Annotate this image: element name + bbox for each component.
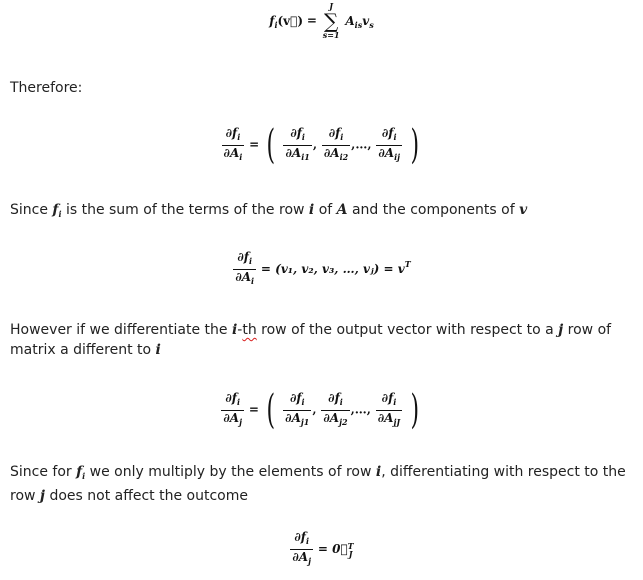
eq4-term-1: $\frac{\partial f_i}{\partial A_{j1}}$ bbox=[283, 391, 311, 430]
eq2-close-paren: ) bbox=[410, 122, 419, 168]
eq4-comma: , bbox=[312, 402, 317, 417]
eq3-rhs: = (v₁, v₂, v₃, …, vⱼ) = $v^T$ bbox=[260, 259, 411, 276]
eq4-close-paren: ) bbox=[410, 387, 420, 433]
eq2-comma: , bbox=[312, 137, 317, 152]
eq4-ellipsis: ,…, bbox=[350, 402, 371, 417]
equation-gradient-row-i bbox=[0, 122, 643, 168]
inline-math-fi: $f_i$ bbox=[52, 202, 62, 219]
text-therefore: Therefore: bbox=[10, 80, 83, 96]
eq2-term-2: $\frac{\partial f_i}{\partial A_{i2}}$ bbox=[322, 126, 350, 165]
eq4-term-2: $\frac{\partial f_i}{\partial A_{j2}}$ bbox=[321, 391, 349, 430]
equation-gradient-row-j bbox=[0, 387, 643, 433]
eq2-open-paren: ( bbox=[266, 122, 276, 168]
eq1-term: $A_{is}v_s$ bbox=[345, 13, 374, 30]
text-since-fi-sum: Since $f_i$ is the sum of the terms of the row i of A and the components of v bbox=[10, 202, 528, 219]
equation-zero-vector bbox=[0, 530, 643, 569]
spellcheck-word: th bbox=[242, 322, 257, 338]
eq1-lhs: $f_i(v⃗)$ bbox=[269, 13, 304, 30]
equation-gradient-vector bbox=[0, 250, 643, 289]
eq4-term-3: $\frac{\partial f_i}{\partial A_{jJ}}$ bbox=[376, 391, 402, 430]
eq5-lhs-fraction: $\frac{\partial f_i}{\partial A_j}$ bbox=[290, 530, 313, 569]
text-however-differentiate: However if we differentiate the i-th row of the output vector with respect to a j row of matrix a different to i bbox=[10, 322, 612, 358]
eq5-rhs: = 0⃗ T J bbox=[317, 540, 354, 559]
summation-symbol: J ∑ s=1 bbox=[322, 1, 340, 40]
eq2-lhs-fraction: $\frac{\partial f_i}{\partial A_i}$ bbox=[222, 126, 245, 165]
eq4-equals: = bbox=[248, 402, 259, 417]
eq4-lhs-fraction: $\frac{\partial f_i}{\partial A_j}$ bbox=[221, 391, 244, 430]
eq1-equals: = bbox=[306, 13, 317, 28]
text-since-for-fi: Since for $f_i$ we only multiply by the elements of row i, differentiating with respect to the row j does not affect the outcome bbox=[10, 464, 626, 504]
eq4-open-paren: ( bbox=[266, 387, 275, 433]
equation-definition bbox=[0, 2, 643, 40]
eq2-ellipsis: ,…, bbox=[351, 137, 372, 152]
eq2-equals: = bbox=[249, 137, 260, 152]
inline-math-fi-2: $f_i$ bbox=[76, 464, 86, 481]
eq3-lhs-fraction: $\frac{\partial f_i}{\partial A_i}$ bbox=[233, 250, 256, 289]
eq2-term-1: $\frac{\partial f_i}{\partial A_{i1}}$ bbox=[283, 126, 311, 165]
eq2-term-3: $\frac{\partial f_i}{\partial A_{ij}}$ bbox=[376, 126, 402, 165]
